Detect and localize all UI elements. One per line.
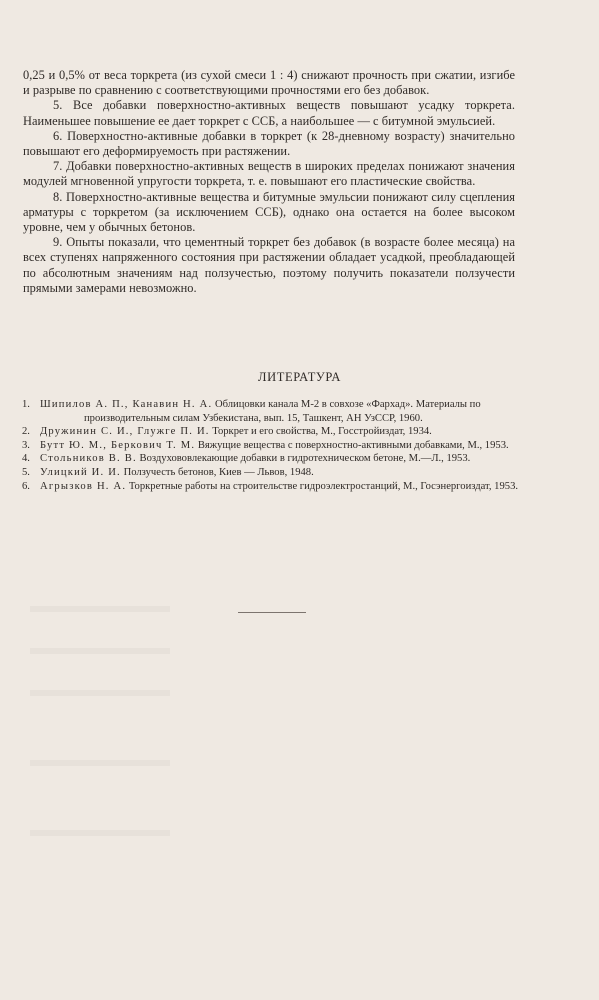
paragraph-5: 5. Все добавки поверхностно-активных веществ повышают усадку торкрета. Наименьшее повышение ее дает торкрет с ССБ, а наибольшее — с битумной эмульсией. [23,98,515,128]
reference-author: Бутт Ю. М., Беркович Т. М. [40,439,196,451]
section-end-rule [238,612,306,613]
literature-heading: ЛИТЕРАТУРА [258,370,341,384]
paragraph-6: 6. Поверхностно-активные добавки в торкрет (к 28-дневному возрасту) значительно повышают его деформируемость при растяжении. [23,128,515,159]
paragraph-9: 9. Опыты показали, что цементный торкрет без добавок (в возрасте более месяца) на всех ступенях напряженного состояния при растяжении обладает усадкой, преобладающей по абсолютным значениям над ползучестью, поэтому получить показатели ползучести прямыми замерами невозможно. [23,235,515,295]
bleed-through-mark [30,830,170,836]
reference-details: Торкрет и его свойства, М., Госстройиздат, 1934. [209,426,432,438]
bleed-through-mark [30,648,170,654]
reference-item [22,480,518,494]
reference-item [22,425,518,439]
reference-author: Шипилов А. П., Канавин Н. А. [40,399,213,410]
reference-number: 3. [22,439,30,451]
reference-number: 2. [22,426,30,438]
reference-number: 1. [22,399,30,410]
reference-details: Вяжущие вещества с поверхностно-активными добавками, М., 1953. [195,439,509,451]
reference-item [22,398,518,425]
bleed-through-mark [30,606,170,612]
reference-details: Воздухововлекающие добавки в гидротехническом бетоне, М.—Л., 1953. [136,453,471,465]
bleed-through-mark [30,760,170,766]
reference-number: 5. [22,466,30,478]
reference-item [22,439,518,453]
reference-author: Улицкий И. И. [40,466,121,478]
reference-item [22,452,518,466]
reference-details: Ползучесть бетонов, Киев — Львов, 1948. [120,466,314,478]
reference-number: 6. [22,480,30,492]
reference-details: Облицовки канала М-2 в совхозе «Фархад». Материалы по производительным силам Узбекистана, вып. 15, Ташкент, АН УзССР, 1960. [84,399,481,424]
paragraph-7: 7. Добавки поверхностно-активных веществ в широких пределах понижают значения модулей мгновенной упругости торкрета, т. е. повышают его пластические свойства. [23,159,515,189]
reference-item [22,466,518,480]
reference-number: 4. [22,453,30,465]
paragraph-1: 0,25 и 0,5% от веса торкрета (из сухой смеси 1 : 4) снижают прочность при сжатии, изгибе и разрыве по сравнению с соответствующими прочностями его без добавок. [23,68,515,98]
bleed-through-mark [30,690,170,696]
reference-details: Торкретные работы на строительстве гидроэлектростанций, М., Госэнергоиздат, 1953. [126,480,519,492]
reference-author: Стольников В. В. [40,453,137,465]
reference-list [22,398,518,493]
reference-author: Дружинин С. И., Глужге П. И. [40,426,210,438]
conclusions-text [23,68,515,296]
reference-author: Агрызков Н. А. [40,480,127,492]
paragraph-8: 8. Поверхностно-активные вещества и битумные эмульсии понижают силу сцепления арматуры с торкретом (за исключением ССБ), однако она остается на более высоком уровне, чем у обычных бетонов. [23,189,515,235]
